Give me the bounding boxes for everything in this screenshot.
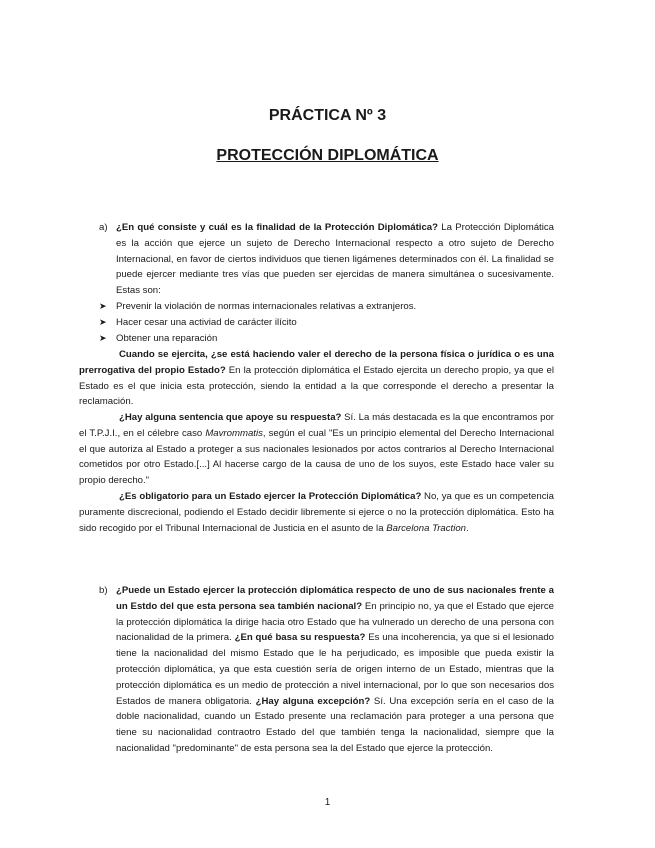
section-a-paragraph-1 [116,220,554,299]
section-a-answer-4-post: . [466,522,469,534]
arrow-bullet-icon: ➤ [99,333,107,343]
section-b-marker: b) [99,585,108,596]
arrow-bullet-icon: ➤ [99,301,107,311]
document-subtitle: PROTECCIÓN DIPLOMÁTICA [216,147,439,164]
section-a-answer-2: En la protección diplomática el Estado ejercita un derecho propio, ya que el Estado es el que inicia esta protección, siendo la entidad a la que corresponde el derecho a presentar la reclamación. [79,364,555,408]
arrow-bullet-icon: ➤ [99,317,107,327]
section-b-answer-3: Sí. Una excepción sería en el caso de la doble nacionalidad, cuando un Estado presente una reclamación para proteger a una persona que tiene su nacionalidad contraotro Estado del que también tenga la nacionalidad, siempre que la nacionalidad "predominante" de esta persona sea la del Estado que ejerce la protección. [116,695,554,754]
section-a-paragraph-2 [79,347,554,410]
section-a-question-3: ¿Hay alguna sentencia que apoye su respuesta? [119,412,342,423]
bullet-item [99,315,297,331]
bullet-item [99,331,217,347]
section-a-paragraph-3 [79,410,554,489]
section-a-answer-4-pre: No, ya que es un competencia puramente discrecional, podiendo el Estado decidir libremente si ejerce o no la protección diplomática. Esto ha sido recogido por el Tribunal Internacional de Justicia en el asunto de la [79,491,554,534]
section-b-paragraph [116,583,554,757]
section-b-question-1: ¿Puede un Estado ejercer la protección diplomática respecto de uno de sus nacionales frente a un Estdo del que esta persona sea también nacional? [116,585,554,612]
section-a-marker: a) [99,222,108,233]
bullet-text: Hacer cesar una activiad de carácter ilícito [116,317,297,328]
section-a-answer-3-post: , según el cual "Es un principio elemental del Derecho Internacional el que autoriza al Estado a proteger a sus nacionales lesionados por actos contrarios al Derecho Internacional cometidos por otro Estado.[...] Al hacerse cargo de la causa de uno de los suyos, este Estado hace valer su propio derecho." [79,427,555,487]
document-title: PRÁCTICA Nº 3 [268,107,387,124]
section-b-question-3: ¿Hay alguna excepción? [255,695,371,707]
section-b-answer-2: Es una incoherencia, ya que si el lesionado tiene la nacionalidad del mismo Estado que le ha perjudicado, es imposible que pueda existir la protección diplomática, ya que esta cuestión sería de origen interno de un Estado, mientras que la protección diplomática es un medio de protección a nivel internacional, por lo que son necesarios dos Estados de manera obligatoria. [116,632,554,707]
section-a-answer-3-pre: Sí. La más destacada es la que encontramos por el T.P.J.I., en el célebre caso [79,412,554,439]
case-name-mavrommatis: Mavrommatis [205,427,263,439]
bullet-text: Prevenir la violación de normas internacionales relativas a extranjeros. [116,301,417,312]
section-b-question-2: ¿En qué basa su respuesta? [234,632,366,644]
section-a-answer-1: La Protección Diplomática es la acción que ejerce un sujeto de Derecho Internacional respecto a otro sujeto de Derecho Internacional, en favor de ciertos individuos que tienen ligámenes determinados con él. La finalidad se puede ejercer mediante tres vías que pueden ser ejercidas de manera simultánea o sucesivamente. Estas son: [116,222,554,297]
section-b-answer-1: En principio no, ya que el Estado que ejerce la protección diplomática la dirige hacia otro Estado que ha vulnerado un derecho de una persona con nacionalidad de la primera. [116,600,554,644]
page-number: 1 [324,797,331,808]
bullet-text: Obtener una reparación [116,333,218,344]
section-a-question-1: ¿En qué consiste y cuál es la finalidad de la Protección Diplomática? [116,222,438,233]
bullet-item [99,299,416,315]
section-a-question-4: ¿Es obligatorio para un Estado ejercer la Protección Diplomática? [119,491,422,502]
case-name-barcelona-traction: Barcelona Traction [386,522,467,534]
section-a-question-2: Cuando se ejercita, ¿se está haciendo valer el derecho de la persona física o jurídica o es una prerrogativa del propio Estado? [79,349,554,376]
section-a-paragraph-4 [79,489,554,536]
